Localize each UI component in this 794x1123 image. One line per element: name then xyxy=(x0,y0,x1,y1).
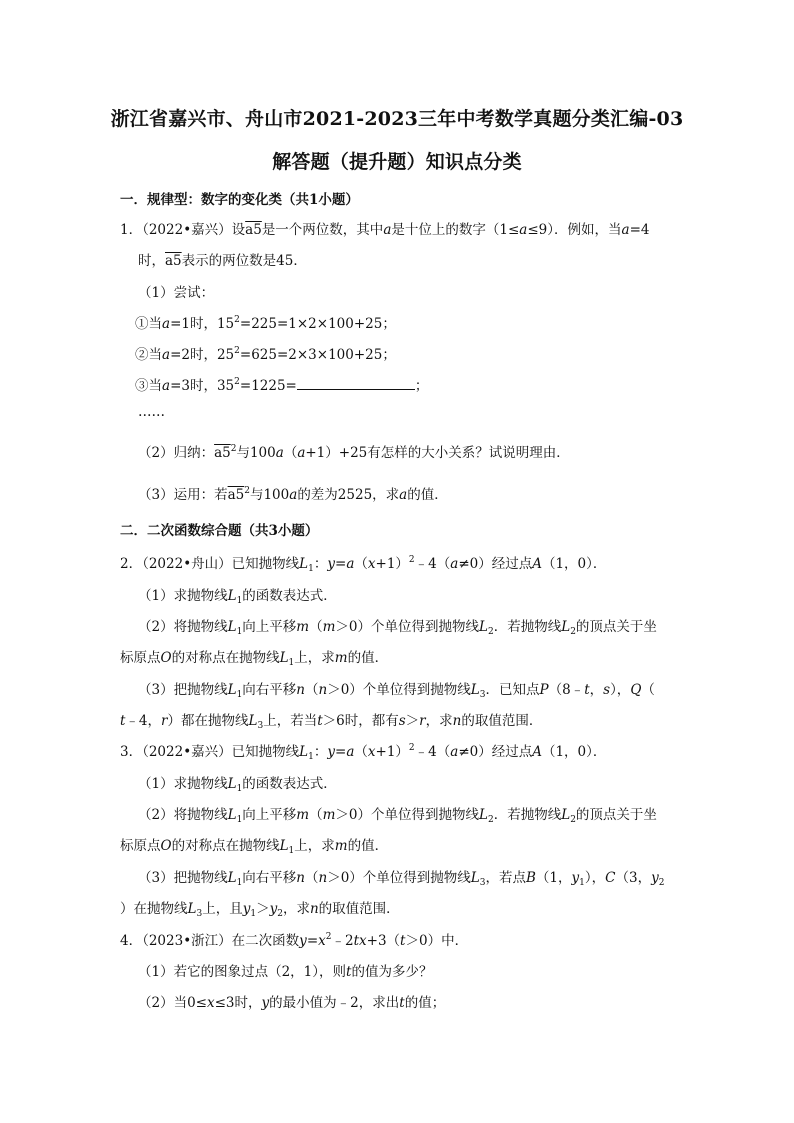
q2-part1: （1）求抛物线$L_1$的函数表达式． xyxy=(138,588,337,606)
q3-line1: 3．（2022•嘉兴）已知抛物线$L_1$：$y=a(x+1)^2﹣4(a\ne 0)$经过点A（1，0）． xyxy=(120,743,607,762)
section-heading-1: 一．规律型：数字的变化类（共1小题） xyxy=(120,192,359,208)
q3-part3-line1: （3）把抛物线$L_1$向右平移n（n＞0）个单位得到抛物线$L_3$，若点B（1，$y_1$），C（3，$y_2$ xyxy=(138,870,665,888)
q4-line1: 4．（2023•浙江）在二次函数$y=x^2﹣2tx+3(t>0)$中． xyxy=(120,932,469,949)
q2-part3-line1: （3）把抛物线$L_1$向右平移n（n＞0）个单位得到抛物线$L_3$．已知点P（8﹣t，s），Q（ xyxy=(138,682,655,700)
q1-part3: （3）运用：若$a5^2$与100a的差为2525，求a的值． xyxy=(138,486,448,503)
q1-part1: （1）尝试： xyxy=(138,285,215,301)
doc-title-line2: 解答题（提升题）知识点分类 xyxy=(272,151,522,173)
q2-part2-line2: 标原点O的对称点在抛物线$L_1$上，求m的值． xyxy=(120,650,389,668)
q2-part2-line1: （2）将抛物线$L_1$向上平移m（m＞0）个单位得到抛物线$L_2$．若抛物线$L_2$的顶点关于坐 xyxy=(138,619,657,637)
doc-title-line1: 浙江省嘉兴市、舟山市2021-2023三年中考数学真题分类汇编-03 xyxy=(110,108,684,130)
q3-part1: （1）求抛物线$L_1$的函数表达式． xyxy=(138,776,337,794)
q3-part3-line2: ）在抛物线$L_3$上，且$y_1>y_2$，求n的取值范围． xyxy=(120,901,400,919)
q3-part2-line2: 标原点O的对称点在抛物线$L_1$上，求m的值． xyxy=(120,838,389,856)
q1-line2: 时，a5表示的两位数是45． xyxy=(138,253,307,269)
q1-case2: ②当a=2时，$25^2=625=2\times 3\times 100+25$； xyxy=(135,346,396,363)
q4-part2: （2）当0≤x≤3时，y的最小值为﹣2，求出t的值； xyxy=(138,995,446,1011)
q1-case1: ①当a=1时，$15^2=225=1\times 2\times 100+25$； xyxy=(135,315,396,332)
q1-ellipsis: …… xyxy=(138,404,165,420)
q1-line1: 1．（2022•嘉兴）设a5是一个两位数，其中a是十位上的数字（1≤a≤9）．例如，当a=4 xyxy=(120,222,650,238)
q1-case3: ③当a=3时，$35^2=1225=$ ； xyxy=(135,377,429,394)
q4-part1: （1）若它的图象过点（2，1），则t的值为多少？ xyxy=(138,964,433,980)
q2-part3-line2: t﹣4，r）都在抛物线$L_3$上，若当t＞6时，都有s＞r，求n的取值范围． xyxy=(120,713,543,731)
q2-line1: 2．（2022•舟山）已知抛物线$L_1$：$y=a(x+1)^2﹣4(a\ne 0)$经过点A（1，0）． xyxy=(120,555,607,574)
q1-part2: （2）归纳：$a5^2$与100a（a+1）+25有怎样的大小关系？试说明理由． xyxy=(138,444,570,461)
answer-blank[interactable] xyxy=(297,377,415,390)
q3-part2-line1: （2）将抛物线$L_1$向上平移m（m＞0）个单位得到抛物线$L_2$．若抛物线$L_2$的顶点关于坐 xyxy=(138,807,657,825)
section-heading-2: 二．二次函数综合题（共3小题） xyxy=(120,523,319,539)
